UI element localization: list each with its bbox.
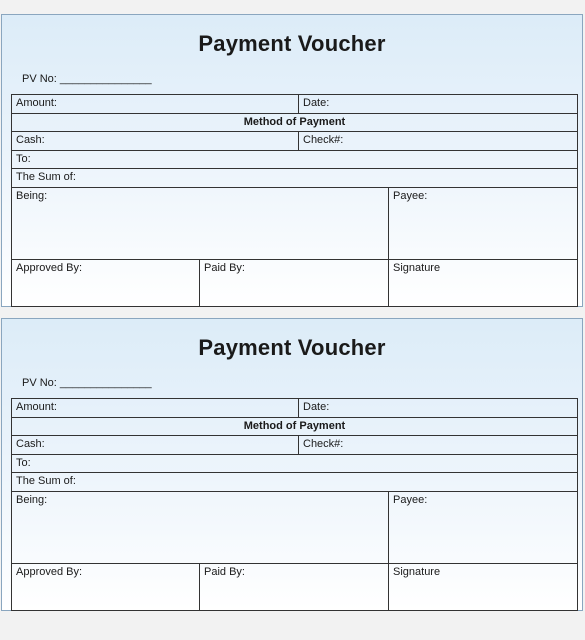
payment-voucher-2 <box>1 318 583 611</box>
voucher-title: Payment Voucher <box>198 31 386 56</box>
sum-cell: The Sum of: <box>11 472 578 492</box>
sum-cell: The Sum of: <box>11 168 578 188</box>
check-cell: Check#: <box>298 435 578 455</box>
cash-cell: Cash: <box>11 435 299 455</box>
to-cell: To: <box>11 454 578 473</box>
amount-cell: Amount: <box>11 398 299 418</box>
being-cell: Being: <box>11 491 389 564</box>
voucher-grid <box>11 94 578 308</box>
pv-number-field: PV No: _______________ <box>22 377 152 389</box>
amount-cell: Amount: <box>11 94 299 114</box>
paid-by-cell: Paid By: <box>199 259 389 307</box>
pv-number-field: PV No: _______________ <box>22 73 152 85</box>
payee-cell: Payee: <box>388 187 578 260</box>
being-cell: Being: <box>11 187 389 260</box>
approved-by-cell: Approved By: <box>11 259 200 307</box>
date-cell: Date: <box>298 94 578 114</box>
signature-cell: Signature <box>388 259 578 307</box>
date-cell: Date: <box>298 398 578 418</box>
to-cell: To: <box>11 150 578 169</box>
signature-cell: Signature <box>388 563 578 611</box>
method-of-payment-header: Method of Payment <box>11 417 578 436</box>
cash-cell: Cash: <box>11 131 299 151</box>
paid-by-cell: Paid By: <box>199 563 389 611</box>
voucher-grid <box>11 398 578 612</box>
payee-cell: Payee: <box>388 491 578 564</box>
approved-by-cell: Approved By: <box>11 563 200 611</box>
check-cell: Check#: <box>298 131 578 151</box>
method-of-payment-header: Method of Payment <box>11 113 578 132</box>
voucher-title: Payment Voucher <box>198 335 386 360</box>
payment-voucher-1 <box>1 14 583 307</box>
